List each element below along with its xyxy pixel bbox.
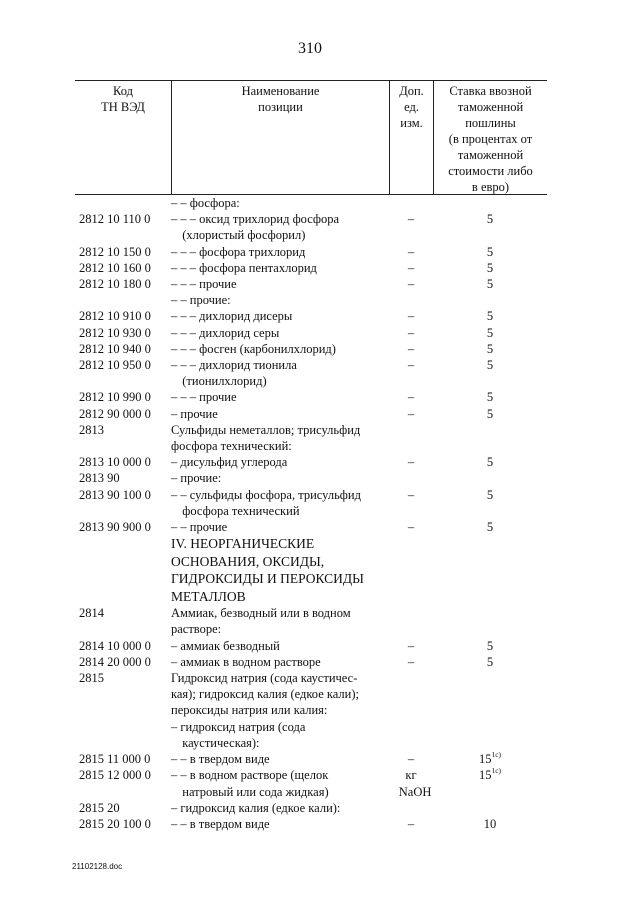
row-unit [389, 535, 433, 553]
table-row [75, 195, 547, 211]
row-rate-value: 15 [478, 752, 492, 767]
row-rate-value: 5 [486, 390, 494, 405]
row-name: – – – фосфора пентахлорид [171, 260, 317, 275]
table-row [75, 570, 547, 588]
row-code [75, 553, 171, 571]
row-unit [389, 670, 433, 686]
row-rate-footnote: 1с) [491, 750, 502, 760]
header-rate-line: в евро) [471, 180, 510, 194]
row-code [75, 686, 171, 702]
row-name: ОСНОВАНИЯ, ОКСИДЫ, [171, 553, 325, 569]
table-row [75, 422, 547, 438]
page-number: 310 [298, 40, 322, 57]
row-name: – – фосфора: [171, 196, 240, 210]
table-row [75, 702, 547, 718]
row-unit [394, 373, 437, 389]
row-rate [433, 553, 547, 571]
header-unit-line: изм. [400, 116, 423, 130]
header-rate-line: пошлины [465, 116, 516, 130]
table-row [75, 800, 547, 816]
row-rate [433, 605, 547, 621]
row-rate [433, 487, 547, 503]
table-row [75, 357, 547, 373]
row-name: – аммиак безводный [171, 638, 280, 653]
header-code-line: ТН ВЭД [101, 100, 145, 114]
row-code: 2813 90 [79, 471, 120, 486]
row-rate [436, 735, 547, 751]
row-name: МЕТАЛЛОВ [171, 588, 246, 604]
row-rate [433, 211, 547, 227]
table-row [75, 535, 547, 553]
row-rate [433, 292, 547, 308]
row-rate [433, 670, 547, 686]
header-name-line: Наименование [241, 84, 320, 98]
header-rate-line: таможенной [457, 148, 524, 162]
row-code: 2814 10 000 0 [79, 638, 151, 653]
row-code [75, 503, 168, 519]
row-name: каустическая): [182, 735, 260, 750]
header-rate [433, 81, 547, 194]
table-row [75, 389, 547, 405]
table-row [75, 621, 547, 637]
row-code: 2812 10 990 0 [79, 390, 151, 405]
row-code: 2814 [79, 606, 104, 621]
table-row [75, 487, 547, 503]
row-rate [433, 325, 547, 341]
row-rate [433, 621, 547, 637]
row-unit: NaOH [398, 784, 432, 799]
header-name-line: позиции [258, 100, 303, 114]
row-code: 2812 10 910 0 [79, 309, 151, 324]
row-name: натровый или сода жидкая) [182, 784, 329, 799]
row-unit [394, 227, 437, 243]
row-code: 2812 10 180 0 [79, 277, 151, 292]
row-rate [436, 784, 547, 800]
table-row [75, 767, 547, 783]
row-code [75, 621, 171, 637]
row-name: Гидроксид натрия (сода каустичес- [171, 671, 358, 686]
row-unit: – [407, 752, 415, 767]
row-code [75, 227, 168, 243]
row-rate-value: 5 [486, 406, 494, 421]
row-name: – – – прочие [171, 277, 237, 292]
table-row [75, 341, 547, 357]
row-name: Сульфиды неметаллов; трисульфид [171, 422, 361, 437]
row-code [75, 373, 168, 389]
row-rate [433, 638, 547, 654]
row-code: 2812 10 950 0 [79, 358, 151, 373]
row-code [75, 784, 168, 800]
row-rate-value: 5 [486, 455, 494, 470]
row-unit: – [407, 487, 415, 502]
row-rate [436, 503, 547, 519]
row-rate [433, 260, 547, 276]
row-name: – – сульфиды фосфора, трисульфид [171, 487, 361, 502]
row-name: – прочие [171, 406, 218, 421]
row-unit: – [407, 390, 415, 405]
header-rate-line: стоимости либо [448, 164, 533, 178]
row-rate [436, 227, 547, 243]
row-unit [389, 292, 433, 308]
row-name: – гидроксид калия (едкое кали): [171, 800, 341, 815]
row-code: 2815 11 000 0 [79, 752, 151, 767]
row-code: 2815 20 [79, 800, 120, 815]
row-name: фосфора технический: [171, 439, 292, 454]
table-header [75, 80, 547, 195]
row-name: – – – оксид трихлорид фосфора [171, 212, 340, 227]
row-rate [433, 702, 547, 718]
row-rate-value: 5 [486, 212, 494, 227]
row-name: – – прочие: [171, 293, 231, 308]
row-unit [389, 195, 433, 211]
row-unit [389, 686, 433, 702]
row-rate [433, 422, 547, 438]
row-rate [433, 470, 547, 486]
row-code: 2812 10 110 0 [79, 212, 151, 227]
row-unit: – [407, 455, 415, 470]
row-unit: – [407, 309, 415, 324]
table-row [75, 292, 547, 308]
table-row [75, 519, 547, 535]
row-unit [389, 422, 433, 438]
table-row [75, 454, 547, 470]
row-rate [433, 570, 547, 588]
table-row [75, 308, 547, 324]
row-name: – дисульфид углерода [171, 455, 288, 470]
row-name: – – прочие [171, 520, 228, 535]
row-name: – – – дихлорид серы [171, 325, 280, 340]
row-unit [389, 605, 433, 621]
row-unit: – [407, 212, 415, 227]
row-rate [436, 373, 547, 389]
header-rate-line: таможенной [457, 100, 524, 114]
row-rate [433, 308, 547, 324]
row-unit [389, 553, 433, 571]
row-code: 2812 90 000 0 [79, 406, 151, 421]
row-unit [389, 438, 433, 454]
header-rate-line: (в процентах от [448, 132, 533, 146]
row-rate-value: 5 [486, 654, 494, 669]
row-unit: кг [405, 768, 417, 783]
table-row [75, 260, 547, 276]
row-name: – – – фосфора трихлорид [171, 244, 306, 259]
row-unit: – [407, 341, 415, 356]
table-row [75, 276, 547, 292]
row-rate [433, 389, 547, 405]
row-rate [433, 519, 547, 535]
row-rate-footnote: 1с) [491, 766, 502, 776]
row-rate-value: 5 [486, 638, 494, 653]
table-row [75, 211, 547, 227]
row-code: 2813 90 900 0 [79, 520, 151, 535]
row-rate [433, 195, 547, 211]
row-name: пероксиды натрия или калия: [171, 703, 328, 718]
table-row [75, 784, 547, 800]
row-rate-value: 15 [478, 768, 492, 783]
tariff-table [75, 80, 547, 832]
row-unit [394, 503, 437, 519]
table-row [75, 503, 547, 519]
row-code [75, 719, 171, 735]
row-unit [389, 588, 433, 606]
row-code [75, 438, 171, 454]
row-name: – – в твердом виде [171, 816, 270, 831]
row-code: 2815 20 100 0 [79, 816, 151, 831]
row-rate [433, 341, 547, 357]
row-rate-value: 10 [483, 816, 497, 831]
table-row [75, 244, 547, 260]
row-rate-value: 5 [486, 277, 494, 292]
row-code [75, 570, 171, 588]
table-row [75, 553, 547, 571]
table-row [75, 735, 547, 751]
row-rate [433, 767, 547, 783]
table-row [75, 719, 547, 735]
row-code: 2812 10 150 0 [79, 244, 151, 259]
row-name: – аммиак в водном растворе [171, 654, 321, 669]
row-code: 2814 20 000 0 [79, 654, 151, 669]
row-name: – – – прочие [171, 390, 237, 405]
table-body [75, 195, 547, 832]
table-row [75, 373, 547, 389]
row-code: 2812 10 940 0 [79, 341, 151, 356]
table-row [75, 588, 547, 606]
row-rate [433, 454, 547, 470]
row-name: Аммиак, безводный или в водном [171, 606, 351, 621]
row-name: растворе: [171, 622, 222, 637]
row-unit [389, 702, 433, 718]
row-code [75, 195, 171, 211]
row-unit [389, 570, 433, 588]
table-row [75, 605, 547, 621]
table-row [75, 638, 547, 654]
row-rate [433, 244, 547, 260]
table-row [75, 654, 547, 670]
row-rate [433, 800, 547, 816]
row-rate [433, 276, 547, 292]
row-name: (тионилхлорид) [182, 374, 267, 389]
row-rate-value: 5 [486, 260, 494, 275]
row-name: – – в водном растворе (щелок [171, 768, 329, 783]
table-row [75, 438, 547, 454]
row-unit: – [407, 260, 415, 275]
row-unit [389, 621, 433, 637]
table-row [75, 406, 547, 422]
row-name: IV. НЕОРГАНИЧЕСКИЕ [171, 536, 315, 552]
row-rate [433, 588, 547, 606]
row-rate [433, 357, 547, 373]
row-code [75, 588, 171, 606]
row-unit [389, 800, 433, 816]
row-name: – – – дихлорид дисеры [171, 309, 293, 324]
row-code [75, 702, 171, 718]
header-unit-line: Доп. [399, 84, 424, 98]
row-name: – – в твердом виде [171, 752, 270, 767]
table-row [75, 470, 547, 486]
row-unit: – [407, 244, 415, 259]
row-code: 2815 12 000 0 [79, 768, 151, 783]
header-code-line: Код [113, 84, 133, 98]
row-rate-value: 5 [486, 244, 494, 259]
header-rate-line: Ставка ввозной [449, 84, 532, 98]
row-code: 2812 10 160 0 [79, 260, 151, 275]
row-unit: – [407, 325, 415, 340]
header-name [171, 81, 389, 194]
table-row [75, 816, 547, 832]
row-rate-value: 5 [486, 487, 494, 502]
header-unit [389, 81, 433, 194]
row-rate [433, 686, 547, 702]
row-code [75, 735, 168, 751]
table-row [75, 227, 547, 243]
row-code: 2813 [79, 422, 104, 437]
table-row [75, 686, 547, 702]
row-rate [433, 654, 547, 670]
row-rate [433, 719, 547, 735]
row-unit: – [407, 277, 415, 292]
row-code: 2815 [79, 671, 104, 686]
row-name: – – – дихлорид тионила [171, 358, 297, 373]
row-rate [433, 535, 547, 553]
row-rate [433, 816, 547, 832]
row-rate-value: 5 [486, 325, 494, 340]
row-unit: – [407, 654, 415, 669]
row-unit: – [407, 520, 415, 535]
row-rate-value: 5 [486, 341, 494, 356]
row-name: (хлористый фосфорил) [182, 228, 306, 243]
header-unit-line: ед. [404, 100, 419, 114]
row-name: – прочие: [171, 471, 222, 486]
table-row [75, 751, 547, 767]
row-unit [389, 470, 433, 486]
row-rate [433, 406, 547, 422]
table-row [75, 325, 547, 341]
row-name: фосфора технический [182, 503, 300, 518]
row-name: ГИДРОКСИДЫ И ПЕРОКСИДЫ [171, 571, 364, 587]
row-name: – гидроксид натрия (сода [171, 719, 306, 734]
row-unit [394, 735, 437, 751]
row-unit: – [407, 406, 415, 421]
file-name: 21102128.doc [72, 862, 123, 871]
row-code: 2813 90 100 0 [79, 487, 151, 502]
row-unit: – [407, 816, 415, 831]
row-rate [433, 751, 547, 767]
row-unit: – [407, 358, 415, 373]
row-rate-value: 5 [486, 358, 494, 373]
row-rate [433, 438, 547, 454]
row-rate-value: 5 [486, 309, 494, 324]
table-row [75, 670, 547, 686]
row-unit: – [407, 638, 415, 653]
row-unit [389, 719, 433, 735]
row-name: кая); гидроксид калия (едкое кали); [171, 687, 359, 702]
row-code [75, 535, 171, 553]
row-code: 2813 10 000 0 [79, 455, 151, 470]
row-name: – – – фосген (карбонилхлорид) [171, 341, 336, 356]
row-code [75, 292, 171, 308]
row-code: 2812 10 930 0 [79, 325, 151, 340]
header-code [75, 81, 171, 194]
row-rate-value: 5 [486, 520, 494, 535]
